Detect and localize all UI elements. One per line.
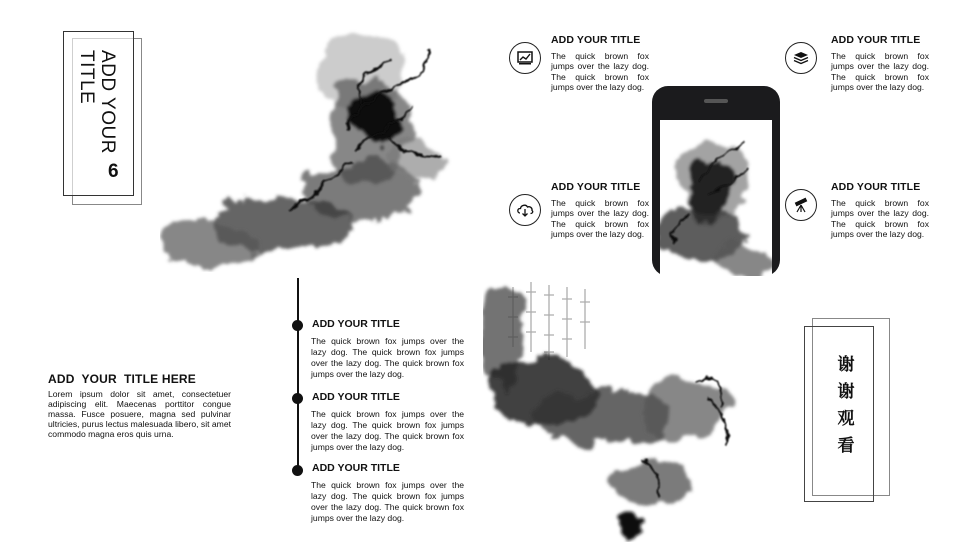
feature-title: ADD YOUR TITLE bbox=[831, 181, 921, 193]
timeline-text: The quick brown fox jumps over the lazy dog. The quick brown fox jumps over the lazy dog. The quick brown fox jumps over the lazy dog. bbox=[311, 336, 464, 379]
thanks-char: 谢 bbox=[837, 355, 855, 375]
feature-1 bbox=[551, 34, 649, 93]
timeline-text: The quick brown fox jumps over the lazy dog. The quick brown fox jumps over the lazy dog. The quick brown fox jumps over the lazy dog. bbox=[311, 480, 464, 523]
section-heading: ADD YOUR TITLE HERE bbox=[48, 372, 196, 386]
timeline-item-3 bbox=[311, 462, 464, 524]
timeline-dot bbox=[292, 393, 303, 404]
feature-text: The quick brown fox jumps over the lazy dog. The quick brown fox jumps over the lazy dog. bbox=[551, 198, 649, 240]
layers-icon bbox=[785, 42, 817, 74]
timeline-text: The quick brown fox jumps over the lazy dog. The quick brown fox jumps over the lazy dog. The quick brown fox jumps over the lazy dog. bbox=[311, 409, 464, 452]
vertical-title bbox=[76, 48, 140, 198]
timeline-item-2 bbox=[311, 391, 464, 453]
timeline-title: ADD YOUR TITLE bbox=[312, 391, 400, 403]
feature-title: ADD YOUR TITLE bbox=[551, 34, 641, 46]
telescope-icon bbox=[785, 189, 817, 221]
thanks-text bbox=[834, 352, 858, 460]
ink-dragon-calligraphy-image bbox=[483, 277, 743, 542]
phone-mockup bbox=[652, 86, 780, 276]
timeline-dot bbox=[292, 320, 303, 331]
section-body: Lorem ipsum dolor sit amet, consectetuer adipiscing elit. Maecenas porttitor congue massa. Fusce posuere, magna sed pulvinar ultricies, purus lectus malesuada libero, sit amet commodo magna eros quis urna. bbox=[48, 389, 231, 439]
feature-4 bbox=[831, 181, 929, 240]
cloud-download-icon bbox=[509, 194, 541, 226]
feature-text: The quick brown fox jumps over the lazy dog. The quick brown fox jumps over the lazy dog. bbox=[831, 198, 929, 240]
slide-number: 6 bbox=[108, 161, 119, 182]
phone-speaker bbox=[704, 99, 728, 103]
thanks-char: 看 bbox=[837, 436, 855, 456]
feature-text: The quick brown fox jumps over the lazy dog. The quick brown fox jumps over the lazy dog. bbox=[551, 51, 649, 93]
feature-2 bbox=[831, 34, 929, 93]
thanks-char: 观 bbox=[837, 409, 855, 429]
slide-title: ADD YOUR TITLE bbox=[76, 50, 118, 154]
timeline-title: ADD YOUR TITLE bbox=[312, 318, 400, 330]
thanks-char: 谢 bbox=[837, 382, 855, 402]
phone-screen bbox=[660, 120, 772, 276]
timeline-line bbox=[297, 278, 299, 474]
feature-text: The quick brown fox jumps over the lazy dog. The quick brown fox jumps over the lazy dog. bbox=[831, 51, 929, 93]
timeline-dot bbox=[292, 465, 303, 476]
ink-dragon-image bbox=[160, 10, 478, 272]
feature-3 bbox=[551, 181, 649, 240]
chart-icon bbox=[509, 42, 541, 74]
timeline-title: ADD YOUR TITLE bbox=[312, 462, 400, 474]
ink-dragon-image bbox=[660, 120, 772, 276]
timeline-item-1 bbox=[311, 318, 464, 380]
feature-title: ADD YOUR TITLE bbox=[831, 34, 921, 46]
feature-title: ADD YOUR TITLE bbox=[551, 181, 641, 193]
